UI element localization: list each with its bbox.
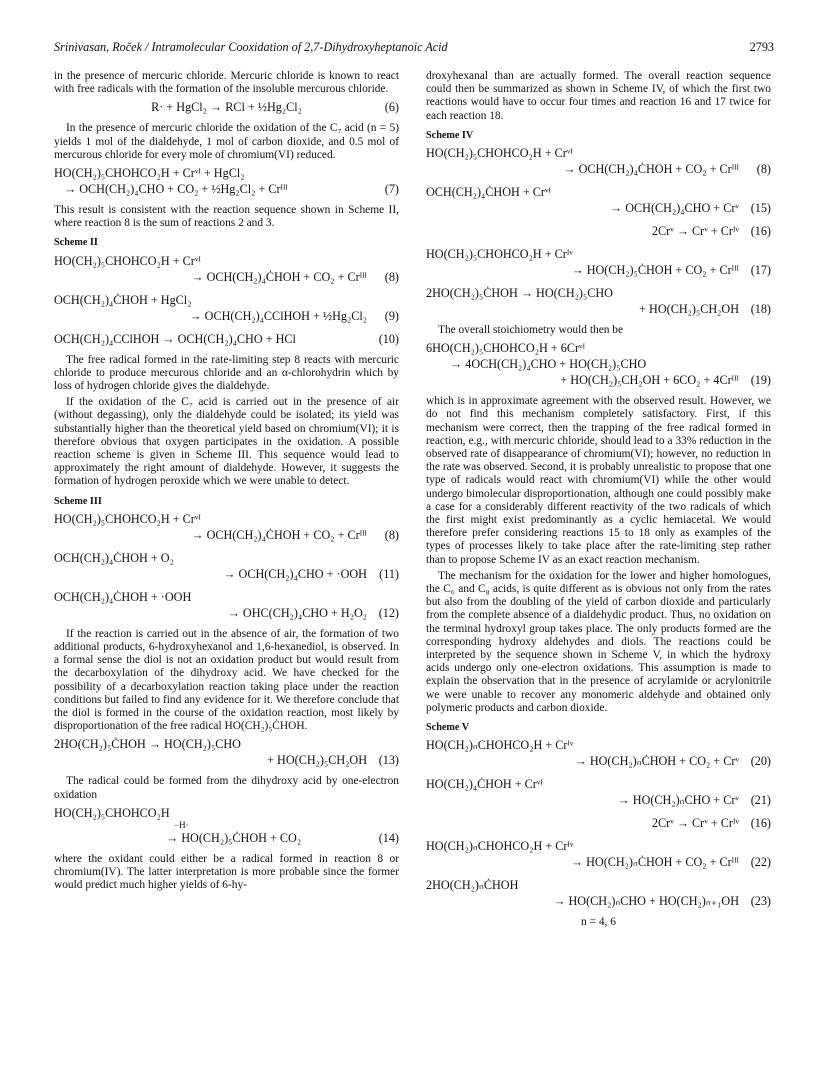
equation-19: 6HO(CH₂)₅CHOHCO₂H + 6Crᵛᴵ → 4OCH(CH₂)₄CHO + HO(CH₂)₅CHO + HO(CH₂)₅CH₂OH + 6CO₂ + 4Crᴵᴵᴵ (19) [426,341,771,388]
paragraph: If the oxidation of the C₇ acid is carried out in the presence of air (without degassing), only the dialdehyde could be isolated; its yield was substantially higher than the theoretical yield based on chromium(VI); it is therefore obvious that oxygen participates in the oxidation. A possible reaction scheme is given in Scheme III. This sequence would lead to approximately the right amount of dialdehyde. However, it suggests the formation of hydrogen peroxide which we were unable to detect. [54,396,399,488]
equation-7: HO(CH₂)₅CHOHCO₂H + Crᵛᴵ + HgCl₂ → OCH(CH₂)₄CHO + CO₂ + ½Hg₂Cl₂ + Crᴵᴵᴵ (7) [54,166,399,197]
equation-15: OCH(CH₂)₄ĊHOH + Crᵛᴵ → OCH(CH₂)₄CHO + Crᵛ (15) [426,185,771,216]
equation-22: HO(CH₂)ₙCHOHCO₂H + Crᴵᵛ → HO(CH₂)ₙĊHOH + CO₂ + Crᴵᴵᴵ (22) [426,839,771,870]
equation-8: HO(CH₂)₅CHOHCO₂H + Crᵛᴵ → OCH(CH₂)₄ĊHOH + CO₂ + Crᴵᴵᴵ (8) [54,511,399,542]
scheme-heading: Scheme IV [426,129,474,141]
equation-20: HO(CH₂)ₙCHOHCO₂H + Crᴵᵛ → HO(CH₂)ₙĊHOH + CO₂ + Crᵛ (20) [426,738,771,769]
paragraph: The radical could be formed from the dihydroxy acid by one-electron oxidation [54,775,399,801]
equation-14: HO(CH₂)₅CHOHCO₂H −H· → HO(CH₂)₅ĊHOH + CO₂ (14) [54,805,399,845]
paragraph: This result is consistent with the reaction sequence shown in Scheme II, where reaction 8 is the sum of reactions 2 and 3. [54,204,399,230]
equation-10: OCH(CH₂)₄CClHOH → OCH(CH₂)₄CHO + HCl (10) [54,331,399,346]
paragraph: droxyhexanal than are actually formed. The overall reaction sequence could then be summarized as shown in Scheme IV, of which the first two reactions would have to occur four times and reaction 16 and 17 twice for each reaction 18. [426,70,771,122]
equation-13: 2HO(CH₂)₅ĊHOH → HO(CH₂)₅CHO + HO(CH₂)₅CH₂OH (13) [54,737,399,768]
running-title: Srinivasan, Roček / Intramolecular Cooxidation of 2,7-Dihydroxyheptanoic Acid [54,40,448,54]
scheme-heading: Scheme V [426,722,470,734]
scheme-heading: Scheme II [54,237,98,249]
paragraph: The mechanism for the oxidation for the lower and higher homologues, the C₆ and C₈ acids, is quite different as is obvious not only from the rates but also from the doubling of the yield of carbon dioxide and particularly from the complete absence of a dialdehydic product. Thus, no oxidation on the terminal hydroxyl group takes place. The only products formed are the corresponding hydroxy aldehydes and diols. The reactions could be interpreted by the sequence shown in Scheme V, in which the hydroxy acids undergo only one-electron oxidations. This assumption is made to explain the observation that in the presence of acrylamide or acrylonitrile we were unable to recover any monomeric aldehyde and obtained only polymeric products and carbon dioxide. [426,569,771,714]
equation-16: 2Crᵛ → Crᵛ + Crᴵᵛ (16) [651,816,771,831]
equation-8: HO(CH₂)₅CHOHCO₂H + Crᵛᴵ → OCH(CH₂)₄ĊHOH + CO₂ + Crᴵᴵᴵ (8) [54,253,399,284]
running-header [54,40,774,55]
equation-21: HO(CH₂)₄ĊHOH + Crᵛᴵ → HO(CH₂)ₙCHO + Crᵛ (21) [426,777,771,808]
equation-11: OCH(CH₂)₄ĊHOH + O₂ → OCH(CH₂)₄CHO + ·OOH (11) [54,550,399,581]
equation-23: 2HO(CH₂)ₙĊHOH → HO(CH₂)ₙCHO + HO(CH₂)ₙ₊₁OH (23) [426,878,771,909]
scheme-heading: Scheme III [54,495,102,507]
equation-17: HO(CH₂)₅CHOHCO₂H + Crᴵᵛ → HO(CH₂)₅ĊHOH + CO₂ + Crᴵᴵᴵ (17) [426,247,771,278]
equation-12: OCH(CH₂)₄ĊHOH + ·OOH → OHC(CH₂)₄CHO + H₂O₂ (12) [54,589,399,620]
right-column [426,70,771,930]
paragraph: where the oxidant could either be a radical formed in reaction 8 or chromium(IV). The latter interpretation is more probable since the former would predict much higher yields of 6-hy- [54,852,399,892]
paragraph: In the presence of mercuric chloride the oxidation of the C₇ acid (n = 5) yields 1 mol of the dialdehyde, 1 mol of carbon dioxide, and 0.5 mol of mercurous chloride for every mole of chromium(VI) reduced. [54,122,399,161]
paragraph: which is in approximate agreement with the observed result. However, we do not find this mechanism completely satisfactory. First, if this mechanism were correct, then the trapping of the free radical formed in reaction, e.g., with mercuric chloride, should lead to a 33% reduction in the observed rate of disappearance of chromium(VI); however, no reduction in the rate was observed. Second, it is probably unrealistic to propose that one type of radicals would react with chromium(VI) while the other would undergo bimolecular disproportionation, although one could possibly make a case for a considerably different reactivity of the two radicals of which the first might exist predominantly as a cyclic hemiacetal. We would therefore prefer considering reactions 15 to 18 only as examples of the types of processes likely to take place after the rate-limiting step rather than to propose Scheme IV as an exact reaction mechanism. [426,395,771,566]
paragraph: The free radical formed in the rate-limiting step 8 reacts with mercuric chloride to produce mercurous chloride and an α-chlorohydrin which by loss of hydrogen chloride gives the dialdehyde. [54,353,399,393]
equation-9: OCH(CH₂)₄ĊHOH + HgCl₂ → OCH(CH₂)₄CClHOH + ½Hg₂Cl₂ (9) [54,292,399,323]
equation-18: 2HO(CH₂)₅ĊHOH → HO(CH₂)₅CHO + HO(CH₂)₅CH₂OH (18) [426,286,771,317]
equation-8: HO(CH₂)₅CHOHCO₂H + Crᵛᴵ → OCH(CH₂)₄ĊHOH + CO₂ + Crᴵᴵᴵ (8) [426,146,771,177]
paragraph: The overall stoichiometry would then be [438,324,624,337]
equation-6: R· + HgCl₂ → RCl + ½Hg₂Cl₂ (6) [151,100,399,115]
paragraph: in the presence of mercuric chloride. Mercuric chloride is known to react with free radicals with the formation of the insoluble mercurous chloride. [54,70,399,96]
equation-16: 2Crᵛ → Crᵛ + Crᴵᵛ (16) [651,224,771,239]
left-column [54,70,399,896]
n-values: n = 4, 6 [581,916,616,929]
page-number: 2793 [749,40,774,54]
paragraph: If the reaction is carried out in the absence of air, the formation of two additional products, 6-hydroxyhexanol and 1,6-hexanediol, is observed. In a formal sense the diol is not an oxidation product but would result from the decarboxylation of the dihydroxy acid. We have checked for the possibility of a decarboxylation reaction taking place under the reaction conditions but failed to find any evidence for it. We therefore conclude that the diol is formed in the course of the oxidation reaction, most likely by disproportionation of the free radical HO(CH₂)₅ĊHOH. [54,627,399,733]
